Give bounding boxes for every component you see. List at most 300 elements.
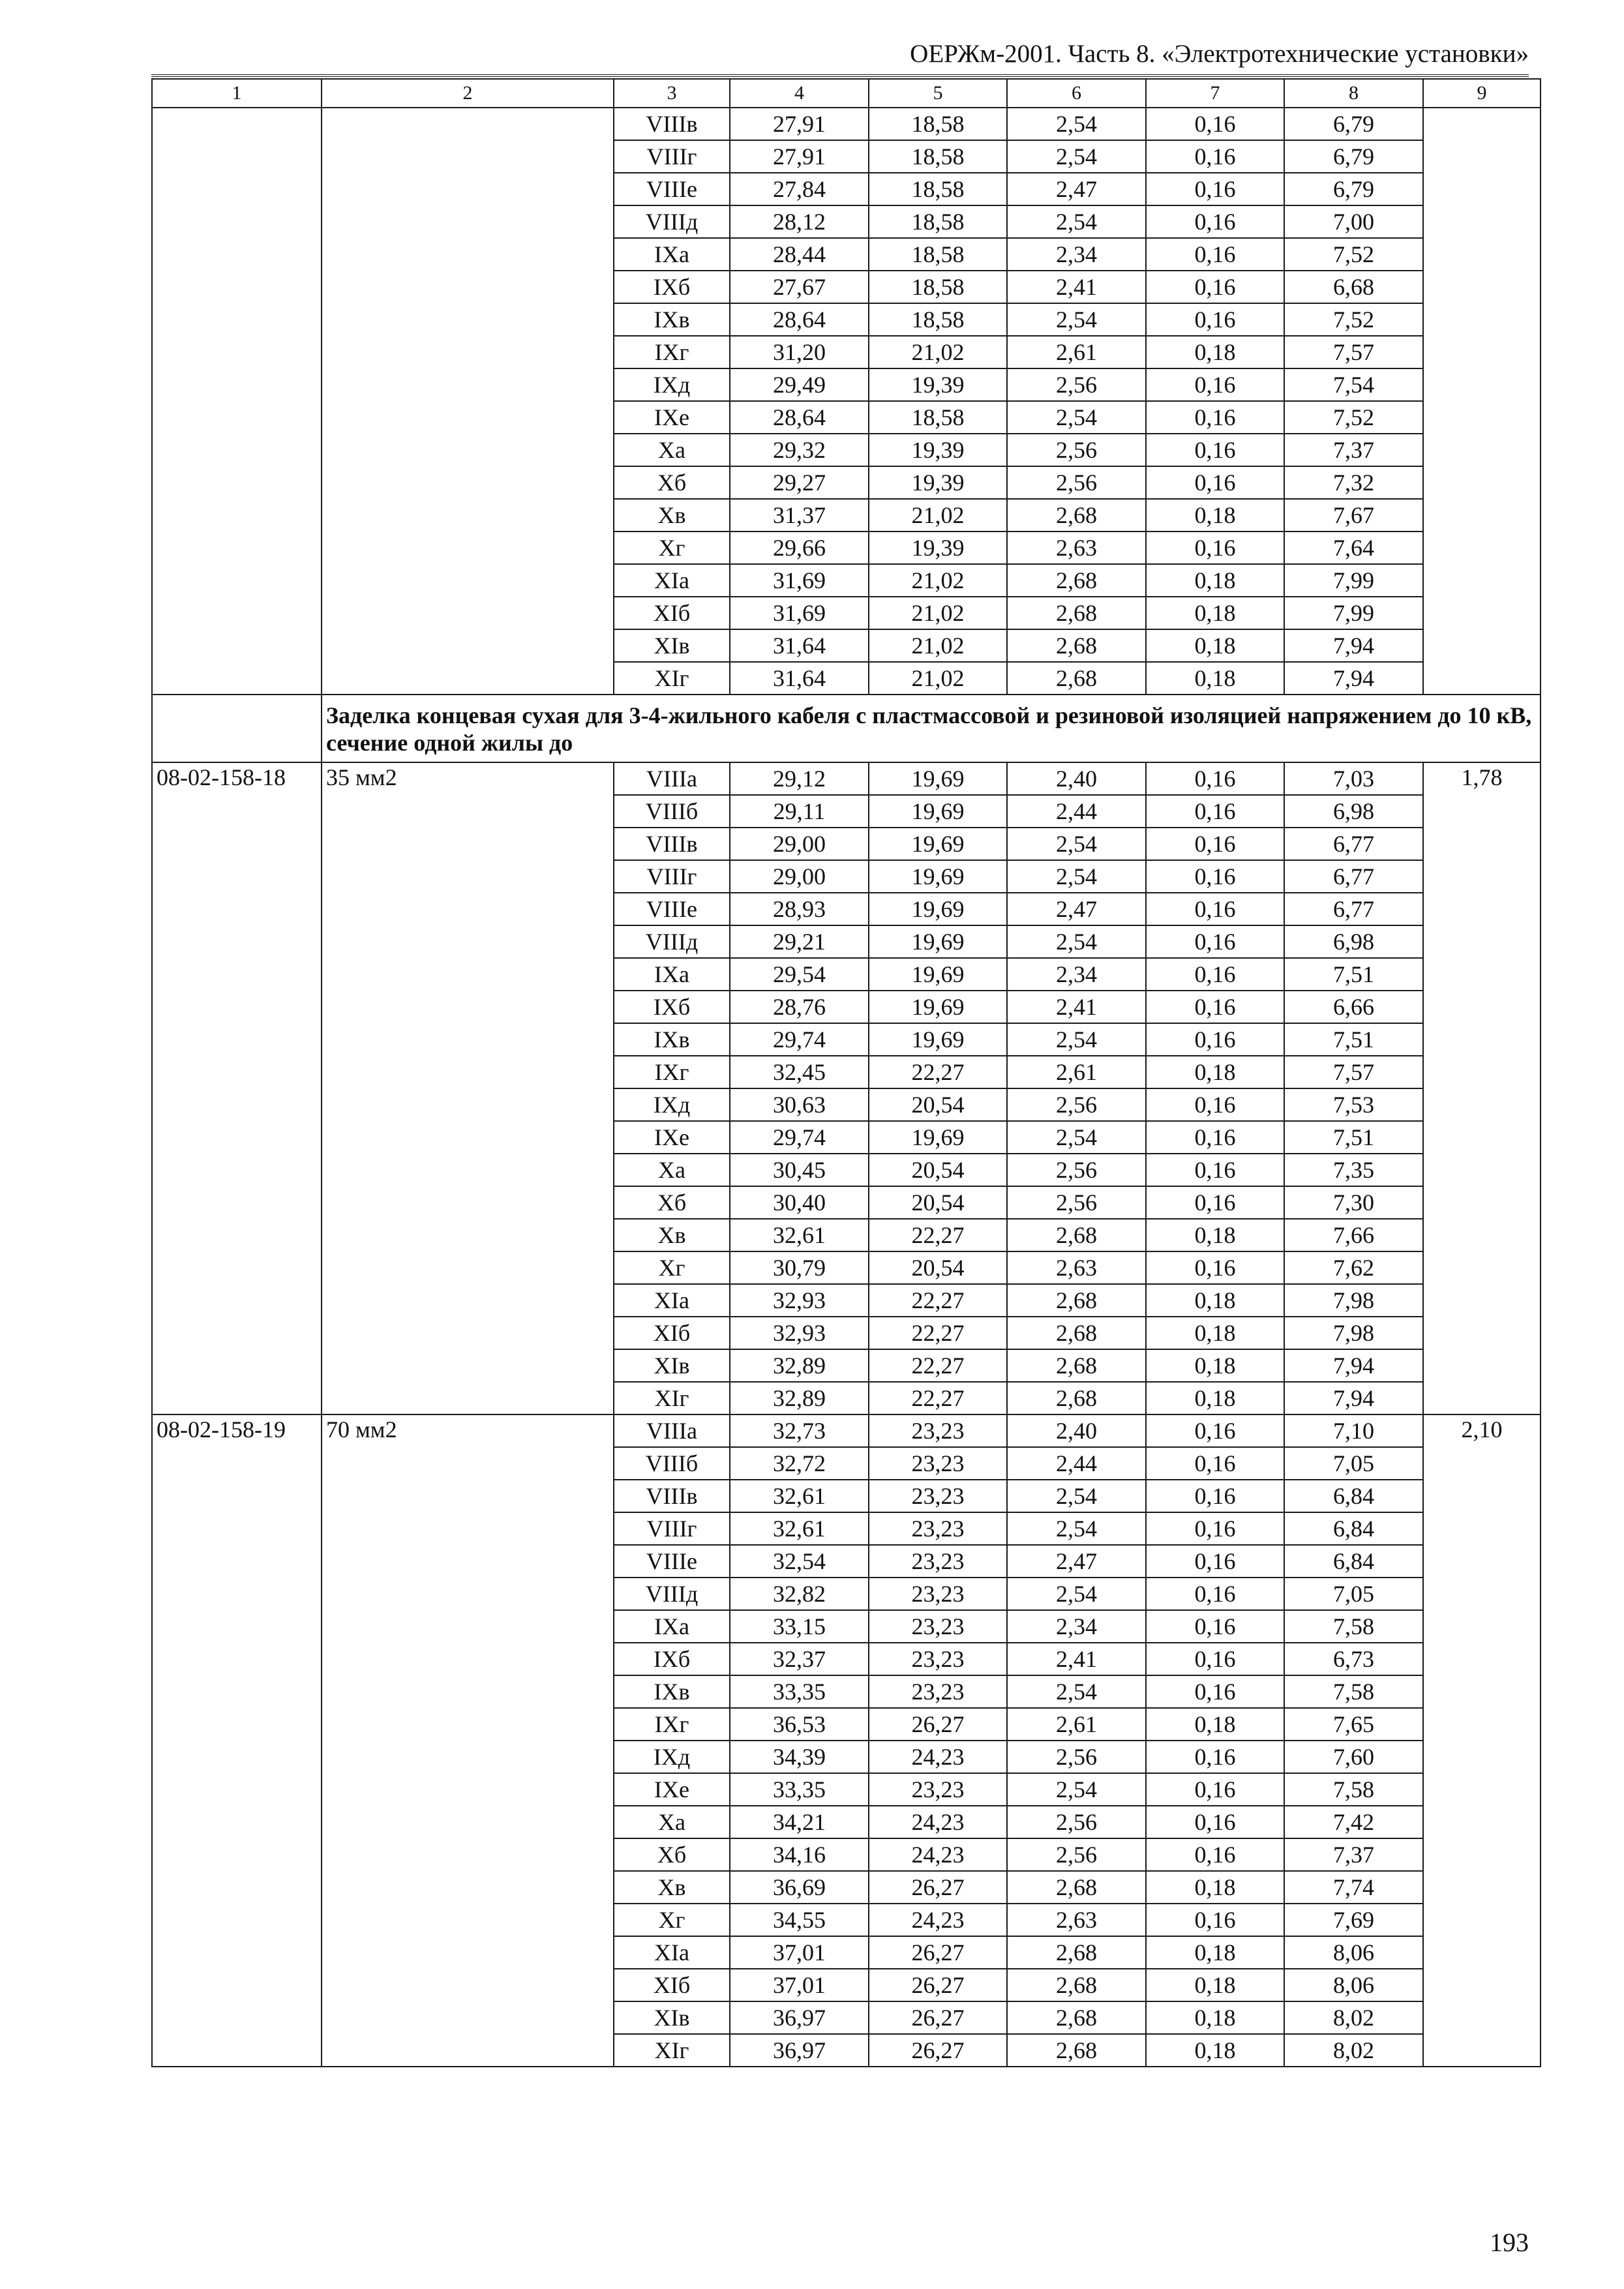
zone-cell: VIIIе [614,173,730,205]
labor-cell: 22,27 [869,1056,1007,1088]
labor-cell: 19,69 [869,991,1007,1023]
zone-cell: VIIIа [614,762,730,795]
zone-cell: Xг [614,531,730,564]
zone-cell: IXг [614,336,730,368]
labor-cell: 19,39 [869,368,1007,401]
zone-cell: XIв [614,1349,730,1382]
machines-cell: 2,54 [1007,925,1146,958]
materials-cell: 7,30 [1284,1186,1423,1219]
machines-cell: 2,68 [1007,629,1146,662]
total-cell: 31,20 [730,336,869,368]
materials-cell: 7,64 [1284,531,1423,564]
labor-cell: 18,58 [869,108,1007,140]
machines-cell: 2,56 [1007,1838,1146,1871]
materials-cell: 7,69 [1284,1904,1423,1936]
machines-cell: 2,68 [1007,1969,1146,2001]
labor-cell: 21,02 [869,499,1007,531]
materials-cell: 7,57 [1284,336,1423,368]
table-body [152,79,1541,2067]
zone-cell: IXа [614,238,730,271]
zone-cell: IXа [614,1610,730,1643]
machines-cell: 2,61 [1007,336,1146,368]
total-cell: 29,49 [730,368,869,401]
materials-cell: 8,02 [1284,2034,1423,2067]
rate-code-cell: 08-02-158-19 [152,1414,322,2067]
labor-cell: 18,58 [869,238,1007,271]
materials-cell: 7,52 [1284,238,1423,271]
total-cell: 29,74 [730,1121,869,1154]
materials-cell: 6,68 [1284,271,1423,303]
zone-cell: VIIIе [614,1545,730,1578]
total-cell: 27,84 [730,173,869,205]
labor-cell: 18,58 [869,303,1007,336]
materials-cell: 7,00 [1284,205,1423,238]
drivers-cell: 0,16 [1146,1023,1284,1056]
zone-cell: IXг [614,1056,730,1088]
machines-cell: 2,47 [1007,173,1146,205]
zone-cell: IXд [614,1088,730,1121]
labor-cell: 23,23 [869,1773,1007,1806]
materials-cell: 7,51 [1284,1023,1423,1056]
drivers-cell: 0,18 [1146,1969,1284,2001]
machines-cell: 2,41 [1007,991,1146,1023]
labor-cell: 19,39 [869,466,1007,499]
labor-cell: 18,58 [869,271,1007,303]
drivers-cell: 0,16 [1146,1447,1284,1480]
table-row [152,1414,1541,1447]
total-cell: 34,21 [730,1806,869,1838]
materials-cell: 7,54 [1284,368,1423,401]
labor-cell: 22,27 [869,1317,1007,1349]
labor-cell: 23,23 [869,1480,1007,1512]
drivers-cell: 0,16 [1146,1806,1284,1838]
zone-cell: XIг [614,2034,730,2067]
materials-cell: 7,94 [1284,629,1423,662]
machines-cell: 2,34 [1007,958,1146,991]
labor-cell: 19,39 [869,434,1007,466]
drivers-cell: 0,18 [1146,2001,1284,2034]
zone-cell: XIв [614,629,730,662]
total-cell: 32,89 [730,1382,869,1414]
labor-cell: 19,69 [869,958,1007,991]
machines-cell: 2,68 [1007,1936,1146,1969]
total-cell: 33,35 [730,1675,869,1708]
total-cell: 31,69 [730,564,869,597]
labor-cell: 21,02 [869,597,1007,629]
total-cell: 29,21 [730,925,869,958]
total-cell: 29,66 [730,531,869,564]
machines-cell: 2,54 [1007,1121,1146,1154]
machines-cell: 2,56 [1007,368,1146,401]
labor-cell: 24,23 [869,1838,1007,1871]
total-cell: 28,64 [730,401,869,434]
column-number-cell: 9 [1423,79,1541,108]
total-cell: 36,53 [730,1708,869,1741]
machines-cell: 2,61 [1007,1056,1146,1088]
machines-cell: 2,54 [1007,205,1146,238]
page-header [151,34,1529,77]
total-cell: 30,40 [730,1186,869,1219]
machines-cell: 2,44 [1007,795,1146,828]
zone-cell: IXе [614,1121,730,1154]
machines-cell: 2,54 [1007,1023,1146,1056]
materials-cell: 7,37 [1284,434,1423,466]
total-cell: 37,01 [730,1969,869,2001]
drivers-cell: 0,16 [1146,1545,1284,1578]
machines-cell: 2,63 [1007,1251,1146,1284]
drivers-cell: 0,18 [1146,336,1284,368]
labor-cell: 24,23 [869,1806,1007,1838]
machines-cell: 2,68 [1007,564,1146,597]
rates-table [151,78,1541,2067]
drivers-cell: 0,16 [1146,1643,1284,1675]
total-cell: 31,37 [730,499,869,531]
drivers-cell: 0,18 [1146,662,1284,695]
total-cell: 31,69 [730,597,869,629]
zone-cell: XIг [614,662,730,695]
zone-cell: XIб [614,1317,730,1349]
total-cell: 29,74 [730,1023,869,1056]
total-cell: 28,64 [730,303,869,336]
total-cell: 33,15 [730,1610,869,1643]
labor-cell: 26,27 [869,1871,1007,1904]
materials-cell: 7,03 [1284,762,1423,795]
machines-cell: 2,54 [1007,401,1146,434]
drivers-cell: 0,16 [1146,1838,1284,1871]
materials-cell: 7,05 [1284,1578,1423,1610]
machines-cell: 2,47 [1007,893,1146,925]
zone-cell: IXб [614,1643,730,1675]
drivers-cell: 0,16 [1146,401,1284,434]
zone-cell: IXв [614,1675,730,1708]
labor-cell: 20,54 [869,1154,1007,1186]
total-cell: 29,11 [730,795,869,828]
total-cell: 34,55 [730,1904,869,1936]
labor-cell: 18,58 [869,140,1007,173]
table-row [152,762,1541,795]
machines-cell: 2,68 [1007,1284,1146,1317]
machines-cell: 2,68 [1007,1219,1146,1251]
drivers-cell: 0,18 [1146,564,1284,597]
labor-cell: 19,69 [869,925,1007,958]
total-cell: 36,69 [730,1871,869,1904]
materials-cell: 7,32 [1284,466,1423,499]
labor-cell: 26,27 [869,1708,1007,1741]
zone-cell: IXе [614,401,730,434]
machines-cell: 2,68 [1007,1382,1146,1414]
drivers-cell: 0,18 [1146,499,1284,531]
zone-cell: XIа [614,1936,730,1969]
materials-cell: 7,53 [1284,1088,1423,1121]
column-number-cell: 4 [730,79,869,108]
column-number-cell: 1 [152,79,322,108]
drivers-cell: 0,18 [1146,1936,1284,1969]
total-cell: 29,54 [730,958,869,991]
column-number-cell: 8 [1284,79,1423,108]
drivers-cell: 0,16 [1146,108,1284,140]
zone-cell: Xб [614,466,730,499]
total-cell: 31,64 [730,629,869,662]
zone-cell: XIв [614,2001,730,2034]
machines-cell: 2,34 [1007,1610,1146,1643]
total-cell: 32,89 [730,1349,869,1382]
labor-cell: 26,27 [869,2001,1007,2034]
zone-cell: Xа [614,1154,730,1186]
zone-cell: VIIIг [614,1512,730,1545]
drivers-cell: 0,16 [1146,1741,1284,1773]
materials-cell: 6,77 [1284,860,1423,893]
drivers-cell: 0,16 [1146,958,1284,991]
materials-cell: 7,58 [1284,1773,1423,1806]
machines-cell: 2,34 [1007,238,1146,271]
drivers-cell: 0,18 [1146,1708,1284,1741]
labor-cell: 20,54 [869,1186,1007,1219]
zone-cell: XIб [614,1969,730,2001]
machines-cell: 2,68 [1007,662,1146,695]
section-title: Заделка концевая сухая для 3-4-жильного кабеля с пластмассовой и резиновой изоляцией напряжением до 10 кВ, сечение одной жилы до [322,695,1541,762]
drivers-cell: 0,16 [1146,140,1284,173]
drivers-cell: 0,16 [1146,1610,1284,1643]
zone-cell: IXб [614,991,730,1023]
weight-cell: 1,78 [1423,762,1541,1414]
zone-cell: Xа [614,1806,730,1838]
drivers-cell: 0,16 [1146,1154,1284,1186]
drivers-cell: 0,16 [1146,303,1284,336]
materials-cell: 7,67 [1284,499,1423,531]
materials-cell: 6,79 [1284,108,1423,140]
materials-cell: 7,52 [1284,401,1423,434]
materials-cell: 6,73 [1284,1643,1423,1675]
column-number-cell: 2 [322,79,614,108]
machines-cell: 2,54 [1007,1480,1146,1512]
machines-cell: 2,68 [1007,2034,1146,2067]
zone-cell: VIIIв [614,828,730,860]
labor-cell: 23,23 [869,1643,1007,1675]
machines-cell: 2,54 [1007,1773,1146,1806]
drivers-cell: 0,16 [1146,1512,1284,1545]
total-cell: 28,93 [730,893,869,925]
machines-cell: 2,54 [1007,1512,1146,1545]
total-cell: 29,00 [730,860,869,893]
machines-cell: 2,68 [1007,597,1146,629]
total-cell: 29,32 [730,434,869,466]
machines-cell: 2,47 [1007,1545,1146,1578]
column-number-cell: 5 [869,79,1007,108]
drivers-cell: 0,16 [1146,860,1284,893]
machines-cell: 2,68 [1007,1317,1146,1349]
labor-cell: 20,54 [869,1088,1007,1121]
machines-cell: 2,68 [1007,1349,1146,1382]
labor-cell: 24,23 [869,1741,1007,1773]
labor-cell: 26,27 [869,1936,1007,1969]
total-cell: 30,79 [730,1251,869,1284]
materials-cell: 8,02 [1284,2001,1423,2034]
total-cell: 32,61 [730,1512,869,1545]
drivers-cell: 0,16 [1146,173,1284,205]
materials-cell: 7,05 [1284,1447,1423,1480]
zone-cell: VIIIв [614,108,730,140]
materials-cell: 7,42 [1284,1806,1423,1838]
rate-name-cell: 70 мм2 [322,1414,614,2067]
drivers-cell: 0,18 [1146,597,1284,629]
total-cell: 28,44 [730,238,869,271]
machines-cell: 2,44 [1007,1447,1146,1480]
materials-cell: 7,74 [1284,1871,1423,1904]
drivers-cell: 0,18 [1146,1219,1284,1251]
drivers-cell: 0,16 [1146,1904,1284,1936]
drivers-cell: 0,16 [1146,893,1284,925]
drivers-cell: 0,18 [1146,629,1284,662]
materials-cell: 6,84 [1284,1480,1423,1512]
labor-cell: 26,27 [869,1969,1007,2001]
zone-cell: IXд [614,368,730,401]
materials-cell: 6,77 [1284,828,1423,860]
zone-cell: Xв [614,1219,730,1251]
materials-cell: 6,84 [1284,1512,1423,1545]
materials-cell: 7,35 [1284,1154,1423,1186]
total-cell: 27,91 [730,108,869,140]
materials-cell: 6,66 [1284,991,1423,1023]
labor-cell: 19,39 [869,531,1007,564]
labor-cell: 23,23 [869,1447,1007,1480]
total-cell: 30,45 [730,1154,869,1186]
machines-cell: 2,54 [1007,140,1146,173]
zone-cell: IXв [614,303,730,336]
column-number-cell: 3 [614,79,730,108]
labor-cell: 23,23 [869,1512,1007,1545]
zone-cell: IXе [614,1773,730,1806]
labor-cell: 19,69 [869,762,1007,795]
labor-cell: 22,27 [869,1382,1007,1414]
materials-cell: 6,84 [1284,1545,1423,1578]
labor-cell: 22,27 [869,1219,1007,1251]
drivers-cell: 0,16 [1146,1088,1284,1121]
zone-cell: XIа [614,564,730,597]
drivers-cell: 0,18 [1146,1871,1284,1904]
zone-cell: VIIIа [614,1414,730,1447]
drivers-cell: 0,16 [1146,466,1284,499]
drivers-cell: 0,18 [1146,1382,1284,1414]
machines-cell: 2,41 [1007,1643,1146,1675]
section-title-spacer [152,695,322,762]
zone-cell: Xв [614,1871,730,1904]
zone-cell: VIIIе [614,893,730,925]
total-cell: 31,64 [730,662,869,695]
zone-cell: VIIIд [614,1578,730,1610]
machines-cell: 2,54 [1007,303,1146,336]
zone-cell: IXд [614,1741,730,1773]
materials-cell: 7,94 [1284,1382,1423,1414]
machines-cell: 2,63 [1007,531,1146,564]
total-cell: 36,97 [730,2001,869,2034]
labor-cell: 21,02 [869,662,1007,695]
zone-cell: IXг [614,1708,730,1741]
drivers-cell: 0,16 [1146,1186,1284,1219]
zone-cell: Xб [614,1186,730,1219]
materials-cell: 7,98 [1284,1317,1423,1349]
labor-cell: 19,69 [869,893,1007,925]
materials-cell: 7,94 [1284,662,1423,695]
machines-cell: 2,56 [1007,1154,1146,1186]
materials-cell: 7,94 [1284,1349,1423,1382]
materials-cell: 6,98 [1284,795,1423,828]
rate-code-cell [152,108,322,695]
labor-cell: 23,23 [869,1675,1007,1708]
total-cell: 27,91 [730,140,869,173]
total-cell: 27,67 [730,271,869,303]
labor-cell: 23,23 [869,1545,1007,1578]
materials-cell: 6,77 [1284,893,1423,925]
materials-cell: 7,57 [1284,1056,1423,1088]
machines-cell: 2,61 [1007,1708,1146,1741]
zone-cell: Xг [614,1904,730,1936]
drivers-cell: 0,16 [1146,1675,1284,1708]
materials-cell: 7,52 [1284,303,1423,336]
drivers-cell: 0,16 [1146,205,1284,238]
zone-cell: VIIIб [614,795,730,828]
machines-cell: 2,56 [1007,434,1146,466]
zone-cell: VIIIд [614,205,730,238]
materials-cell: 7,66 [1284,1219,1423,1251]
drivers-cell: 0,18 [1146,2034,1284,2067]
labor-cell: 24,23 [869,1904,1007,1936]
machines-cell: 2,54 [1007,828,1146,860]
total-cell: 29,12 [730,762,869,795]
table-row [152,108,1541,140]
drivers-cell: 0,18 [1146,1284,1284,1317]
zone-cell: VIIIг [614,860,730,893]
materials-cell: 7,99 [1284,564,1423,597]
labor-cell: 23,23 [869,1578,1007,1610]
machines-cell: 2,68 [1007,2001,1146,2034]
machines-cell: 2,56 [1007,1806,1146,1838]
weight-cell: 2,10 [1423,1414,1541,2067]
drivers-cell: 0,16 [1146,1414,1284,1447]
total-cell: 32,93 [730,1284,869,1317]
drivers-cell: 0,16 [1146,925,1284,958]
labor-cell: 19,69 [869,1023,1007,1056]
page-header-title: ОЕРЖм-2001. Часть 8. «Электротехнические установки» [910,40,1529,68]
labor-cell: 20,54 [869,1251,1007,1284]
labor-cell: 19,69 [869,795,1007,828]
materials-cell: 8,06 [1284,1969,1423,2001]
materials-cell: 7,37 [1284,1838,1423,1871]
drivers-cell: 0,16 [1146,1578,1284,1610]
materials-cell: 7,58 [1284,1610,1423,1643]
zone-cell: VIIIв [614,1480,730,1512]
total-cell: 32,61 [730,1219,869,1251]
total-cell: 32,45 [730,1056,869,1088]
labor-cell: 18,58 [869,173,1007,205]
zone-cell: IXа [614,958,730,991]
drivers-cell: 0,16 [1146,1251,1284,1284]
zone-cell: XIб [614,597,730,629]
total-cell: 28,76 [730,991,869,1023]
labor-cell: 22,27 [869,1349,1007,1382]
zone-cell: IXв [614,1023,730,1056]
machines-cell: 2,68 [1007,499,1146,531]
materials-cell: 7,99 [1284,597,1423,629]
materials-cell: 6,79 [1284,140,1423,173]
weight-cell [1423,108,1541,695]
total-cell: 32,73 [730,1414,869,1447]
rate-name-cell [322,108,614,695]
total-cell: 32,82 [730,1578,869,1610]
column-number-row [152,79,1541,108]
materials-cell: 7,51 [1284,958,1423,991]
drivers-cell: 0,16 [1146,531,1284,564]
column-number-cell: 7 [1146,79,1284,108]
